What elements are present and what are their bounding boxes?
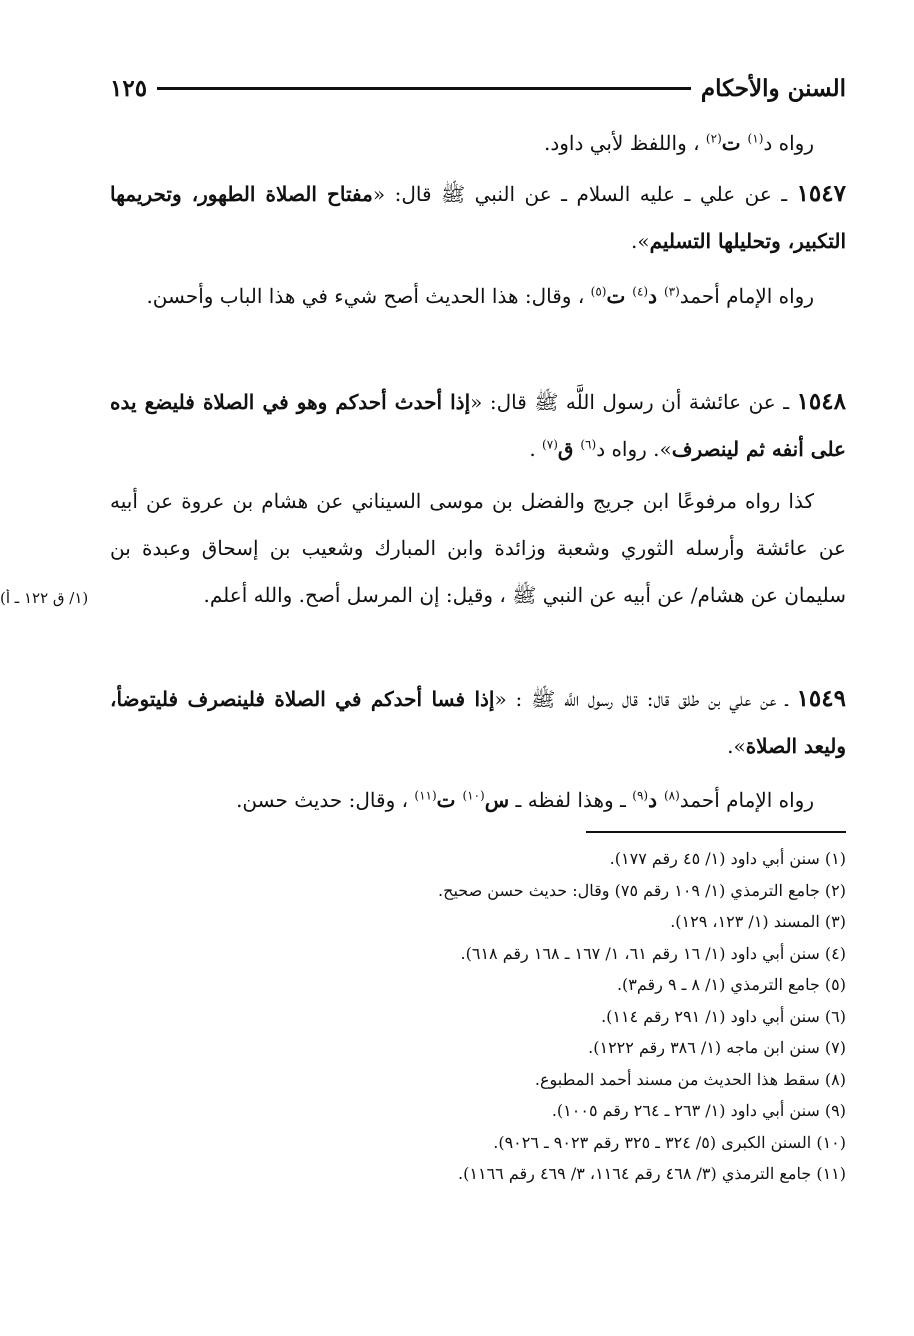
footnote-ref: (٩)	[632, 788, 649, 803]
footnote-item: (٧) سنن ابن ماجه (١/ ٣٨٦ رقم ١٢٢٢).	[588, 1038, 846, 1057]
commentary-paragraph: كذا رواه مرفوعًا ابن جريج والفضل بن موسى السيناني عن هشام بن عروة عن أبيه عن عائشة وأرسله الثوري وشعبة وزائدة وابن المبارك وشعيب بن إسحاق وعبدة بن سليمان عن هشام/ عن أبيه عن النبي ﷺ ، وقيل: إن المرسل أصح. والله أعلم.	[110, 489, 846, 607]
footnote-item: (٨) سقط هذا الحديث من مسند أحمد المطبوع.	[534, 1069, 846, 1089]
footnote-item: (٤) سنن أبي داود (١/ ١٦ رقم ٦١، ١/ ١٦٧ ـ ١٦٨ رقم ٦١٨).	[460, 943, 846, 963]
hadith-intro: ـ عن علي ـ عليه السلام ـ عن النبي ﷺ قال: «	[372, 182, 797, 206]
footnote-ref: (٢)	[705, 131, 722, 146]
footnote-separator	[586, 831, 846, 833]
source-symbol: س	[484, 788, 510, 812]
note-text: ـ وهذا لفظه ـ	[509, 788, 633, 812]
footnote-ref: (٤)	[632, 284, 649, 299]
hadith-close: ».	[727, 734, 746, 758]
note-text: رواه د	[763, 131, 814, 155]
hadith-intro: ـ عن علي بن طلق قال: قال رسول اللَّه ﷺ : «	[494, 687, 797, 711]
hadith-number: ١٥٤٧	[796, 180, 846, 207]
hadith-close: ». رواه د	[596, 437, 672, 461]
note-text: ، واللفظ لأبي داود.	[543, 131, 706, 155]
source-symbol: د	[648, 284, 664, 308]
footnote-item: (١) سنن أبي داود (١/ ٤٥ رقم ١٧٧).	[609, 849, 846, 868]
hadith-text: إذا أحدث أحدكم وهو في الصلاة فليضع يده على أنفه ثم لينصرف	[110, 390, 846, 461]
narration-note	[110, 273, 846, 320]
source-symbol: ق	[557, 437, 581, 461]
footnote-item: (٥) جامع الترمذي (١/ ٨ ـ ٩ رقم٣).	[616, 975, 846, 994]
hadith-text: مفتاح الصلاة الطهور، وتحريمها التكبير، وتحليلها التسليم	[110, 182, 846, 253]
manuscript-margin-note: (١/ ق ١٢٢ ـ أ)	[0, 589, 89, 607]
page-number: ١٢٥	[110, 74, 148, 102]
note-text: رواه الإمام أحمد	[679, 284, 814, 308]
hadith-text: إذا فسا أحدكم في الصلاة فلينصرف فليتوضأ، وليعد الصلاة	[110, 687, 846, 758]
source-symbol: ت	[606, 284, 633, 308]
source-symbol: د	[648, 788, 664, 812]
footnote-item: (٦) سنن أبي داود (١/ ٢٩١ رقم ١١٤).	[601, 1006, 846, 1026]
hadith-1547	[110, 170, 846, 265]
running-title: السنن والأحكام	[700, 74, 846, 102]
source-symbol: ت	[721, 131, 748, 155]
note-text: .	[529, 437, 543, 461]
footnote-ref: (٧)	[542, 437, 558, 452]
page-header	[110, 68, 846, 108]
footnote-item: (٢) جامع الترمذي (١/ ١٠٩ رقم ٧٥) وقال: حديث حسن صحيح.	[438, 880, 846, 900]
hadith-number: ١٥٤٩	[796, 685, 846, 712]
header-rule	[157, 87, 691, 90]
footnote-item: (٩) سنن أبي داود (١/ ٢٦٣ ـ ٢٦٤ رقم ١٠٠٥).	[551, 1101, 846, 1120]
hadith-close: ».	[630, 229, 650, 253]
narration-note	[110, 777, 846, 824]
footnote-item: (٣) المسند (١/ ١٢٣، ١٢٩).	[670, 912, 846, 931]
footnote-item: (١٠) السنن الكبرى (٥/ ٣٢٤ ـ ٣٢٥ رقم ٩٠٢٣ ـ ٩٠٢٦).	[493, 1132, 846, 1152]
footnote-ref: (١١)	[414, 788, 437, 803]
footnote-ref: (١)	[747, 131, 764, 146]
note-text: رواه الإمام أحمد	[679, 788, 814, 812]
footnote-ref: (١٠)	[462, 788, 485, 803]
footnotes-list	[110, 843, 846, 1190]
hadith-number: ١٥٤٨	[796, 388, 846, 415]
hadith-1548	[110, 378, 846, 473]
footnote-ref: (٦)	[580, 437, 597, 452]
footnote-item: (١١) جامع الترمذي (٣/ ٤٦٨ رقم ١١٦٤، ٣/ ٤٦٩ رقم ١١٦٦).	[458, 1164, 846, 1183]
hadith-intro: ـ عن عائشة أن رسول اللَّه ﷺ قال: «	[470, 390, 797, 414]
note-text: ، وقال: هذا الحديث أصح شيء في هذا الباب وأحسن.	[146, 284, 591, 308]
footnote-ref: (٣)	[663, 284, 680, 299]
hadith-1549	[110, 675, 846, 770]
footnote-ref: (٨)	[663, 788, 680, 803]
footnote-ref: (٥)	[590, 284, 607, 299]
source-symbol: ت	[436, 788, 463, 812]
narration-note	[110, 120, 846, 167]
note-text: ، وقال: حديث حسن.	[236, 788, 415, 812]
